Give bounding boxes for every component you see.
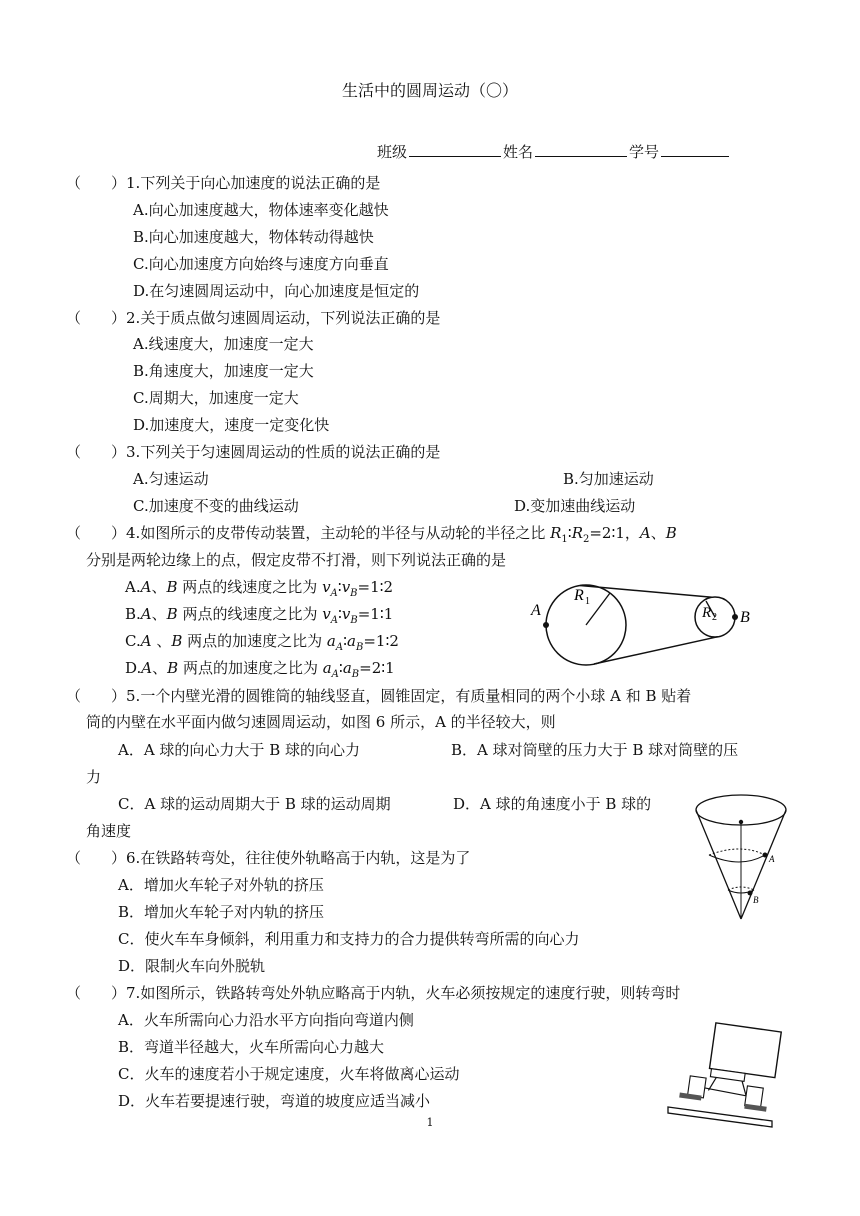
answer-paren[interactable]: （ ） <box>66 309 127 327</box>
q6-option-b: B．增加火车轮子对内轨的挤压 <box>118 903 325 921</box>
q6-option-c: C．使火车车身倾斜，利用重力和支持力的合力提供转弯所需的向心力 <box>118 930 580 948</box>
q4-option-c: C.A 、B 两点的加速度之比为 $a_A∶a_B=1∶2$ <box>125 632 399 653</box>
id-blank[interactable] <box>661 142 729 157</box>
q5-option-a: A．A 球的向心力大于 B 球的向心力 <box>118 741 360 759</box>
answer-paren[interactable]: （ ） <box>66 443 127 461</box>
q1-option-b: B.向心加速度越大，物体转动得越快 <box>133 228 374 246</box>
label-r1-sub: 1 <box>585 596 590 607</box>
label-r1: R <box>574 587 584 604</box>
answer-paren[interactable]: （ ） <box>66 984 127 1002</box>
point-b <box>732 614 738 620</box>
q4-option-b: B.A、B 两点的线速度之比为 $v_A∶v_B=1∶1$ <box>125 605 394 626</box>
student-info-line <box>377 142 731 162</box>
question-4-stem-cont: 分别是两轮边缘上的点，假定皮带不打滑，则下列说法正确的是 <box>86 551 507 569</box>
label-ball-b: B <box>753 895 759 905</box>
q7-option-b: B．弯道半径越大，火车所需向心力越大 <box>118 1038 385 1056</box>
train-body-group <box>679 1020 781 1112</box>
cone-figure <box>690 790 795 925</box>
page-title: 生活中的圆周运动（〇） <box>341 81 518 100</box>
ball-a <box>763 853 768 858</box>
label-r2: R <box>702 605 712 621</box>
belt-drive-figure <box>528 578 760 678</box>
q4-option-d: D.A、B 两点的加速度之比为 $a_A∶a_B=2∶1$ <box>125 659 395 680</box>
q7-option-c: C．火车的速度若小于规定速度，火车将做离心运动 <box>118 1065 460 1083</box>
id-label: 学号 <box>629 143 660 161</box>
cone-right-wall <box>741 810 786 919</box>
answer-paren[interactable]: （ ） <box>66 849 127 867</box>
label-ball-a: A <box>769 854 775 864</box>
q2-option-a: A.线速度大，加速度一定大 <box>133 335 314 353</box>
question-4-stem: （ ）4.如图所示的皮带传动装置，主动轮的半径与从动轮的半径之比 $R_1∶R_2=2∶1$，A、B <box>66 524 677 545</box>
cone-left-wall <box>696 810 741 919</box>
q5-option-b: B．A 球对筒壁的压力大于 B 球对筒壁的压 <box>451 741 739 759</box>
q6-option-d: D．限制火车向外脱轨 <box>118 957 266 975</box>
q1-option-a: A.向心加速度越大，物体速率变化越快 <box>133 201 389 219</box>
q1-option-c: C.向心加速度方向始终与速度方向垂直 <box>133 255 389 273</box>
name-label: 姓名 <box>503 143 534 161</box>
q4-option-a: A.A、B 两点的线速度之比为 $v_A∶v_B=1∶2$ <box>125 578 394 599</box>
question-3-stem: （ ）3.下列关于匀速圆周运动的性质的说法正确的是 <box>66 443 441 461</box>
question-7-stem: （ ）7.如图所示，铁路转弯处外轨应略高于内轨，火车必须按规定的速度行驶，则转弯时 <box>66 984 681 1002</box>
class-blank[interactable] <box>409 142 501 157</box>
q2-option-b: B.角速度大，加速度一定大 <box>133 362 314 380</box>
label-r2-sub: 2 <box>712 612 717 623</box>
ball-b <box>748 891 753 896</box>
name-blank[interactable] <box>535 142 627 157</box>
cone-center-dot <box>739 820 743 824</box>
axle <box>704 1088 746 1096</box>
label-a: A <box>531 602 541 619</box>
point-a <box>543 622 549 628</box>
page-number: 1 <box>426 1116 434 1129</box>
q3-option-c: C.加速度不变的曲线运动 <box>133 497 299 515</box>
q3-option-a: A.匀速运动 <box>133 470 209 488</box>
class-label: 班级 <box>377 143 408 161</box>
q5-option-d-cont: 角速度 <box>86 822 132 840</box>
question-6-stem: （ ）6.在铁路转弯处，往往使外轨略高于内轨，这是为了 <box>66 849 471 867</box>
question-2-stem: （ ）2.关于质点做匀速圆周运动，下列说法正确的是 <box>66 309 441 327</box>
answer-paren[interactable]: （ ） <box>66 687 127 705</box>
q3-option-b: B.匀加速运动 <box>563 470 654 488</box>
q1-option-d: D.在匀速圆周运动中，向心加速度是恒定的 <box>133 282 420 300</box>
question-5-stem: （ ）5.一个内壁光滑的圆锥筒的轴线竖直，圆锥固定，有质量相同的两个小球 A 和 B 贴着 <box>66 687 692 705</box>
orbit-a-back <box>709 849 765 855</box>
question-1-stem: （ ）1.下列关于向心加速度的说法正确的是 <box>66 174 381 192</box>
answer-paren[interactable]: （ ） <box>66 174 127 192</box>
label-b: B <box>740 609 750 626</box>
q2-option-c: C.周期大，加速度一定大 <box>133 389 299 407</box>
q7-option-d: D．火车若要提速行驶，弯道的坡度应适当减小 <box>118 1092 431 1110</box>
belt-top <box>580 586 712 598</box>
q3-option-d: D.变加速曲线运动 <box>514 497 636 515</box>
q5-option-b-cont: 力 <box>86 768 102 786</box>
q5-option-d: D．A 球的角速度小于 B 球的 <box>453 795 652 813</box>
q7-option-a: A．火车所需向心力沿水平方向指向弯道内侧 <box>118 1011 414 1029</box>
question-5-stem-cont: 筒的内壁在水平面内做匀速圆周运动，如图 6 所示，A 的半径较大，则 <box>86 713 556 731</box>
q6-option-a: A．增加火车轮子对外轨的挤压 <box>118 876 324 894</box>
belt-bottom <box>594 637 718 664</box>
q5-option-c: C．A 球的运动周期大于 B 球的运动周期 <box>118 795 391 813</box>
q2-option-d: D.加速度大，速度一定变化快 <box>133 416 330 434</box>
answer-paren[interactable]: （ ） <box>66 524 127 542</box>
